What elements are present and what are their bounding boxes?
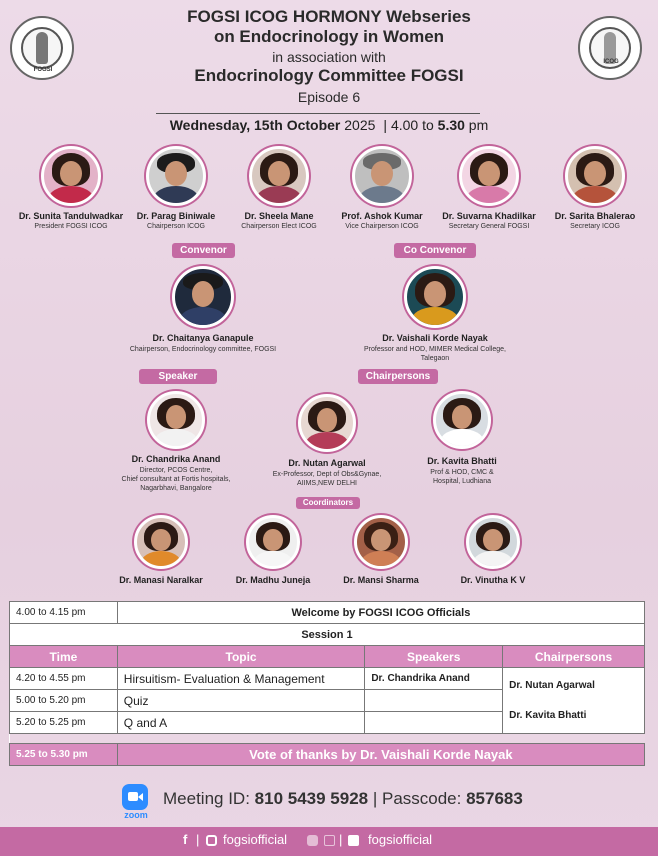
row-time: 4.20 to 4.55 pm [10, 668, 118, 690]
welcome-row [10, 602, 645, 624]
speaker-label: Speaker [139, 369, 217, 384]
row-speaker [365, 712, 503, 734]
row-topic: Q and A [117, 712, 365, 734]
official-role-1: President FOGSI ICOG [34, 223, 108, 230]
chair-role-2: Prof & HOD, CMC & Hospital, Ludhiana [430, 469, 494, 485]
episode-label: Episode 6 [297, 89, 361, 105]
co-convenor-label: Co Convenor [394, 243, 476, 258]
co-convenor-role: Professor and HOD, MIMER Medical College, Talegaon [364, 346, 506, 362]
welcome-time: 4.00 to 4.15 pm [10, 602, 118, 624]
header-time: Time [10, 646, 118, 668]
instagram-handle[interactable]: fogsiofficial [223, 832, 288, 847]
avatar-nutan [298, 394, 356, 452]
official-role-6: Secretary ICOG [570, 223, 620, 230]
session-row [10, 624, 645, 646]
vote-row [10, 744, 645, 766]
footer-separator-2: | [339, 832, 343, 847]
avatar-sunita [41, 146, 101, 206]
avatar-ashok [352, 146, 412, 206]
row-topic: Hirsuitism- Evaluation & Management [117, 668, 365, 690]
official-name-4: Prof. Ashok Kumar [341, 211, 423, 221]
instagram-icon [206, 835, 217, 846]
footer-separator: | [196, 832, 200, 847]
coordinator-name-1: Dr. Manasi Naralkar [119, 575, 203, 585]
header-divider [156, 113, 480, 114]
header-speakers: Speakers [365, 646, 503, 668]
table-row [10, 668, 645, 690]
event-date: Wednesday, 15th October 2025 | 4.00 to 5.30 pm [169, 117, 489, 133]
row-speaker [365, 690, 503, 712]
coordinator-name-2: Dr. Madhu Juneja [235, 575, 311, 585]
speaker-role: Director, PCOS Centre, Chief consultant at Fortis hospitals, Nagarbhavi, Bangalore [121, 467, 231, 492]
avatar-madhu [246, 515, 300, 569]
vote-time: 5.25 to 5.30 pm [10, 744, 118, 766]
coordinator-name-4: Dr. Vinutha K V [460, 575, 526, 585]
row-time: 5.00 to 5.20 pm [10, 690, 118, 712]
official-role-3: Chairperson Elect ICOG [241, 223, 317, 230]
fogsi-logo: FOGSI [10, 16, 74, 80]
chairpersons-label: Chairpersons [358, 369, 438, 384]
avatar-sheela [249, 146, 309, 206]
youtube-icon [307, 835, 318, 846]
title: FOGSI ICOG HORMONY Webseries on Endocrinology in Women [187, 7, 471, 46]
avatar-vinutha [466, 515, 520, 569]
schedule-table [9, 601, 645, 766]
welcome-text: Welcome by FOGSI ICOG Officials [117, 602, 644, 624]
coordinator-name-3: Dr. Mansi Sharma [343, 575, 419, 585]
subtitle-committee: Endocrinology Committee FOGSI [194, 66, 464, 85]
header-chairpersons: Chairpersons [503, 646, 645, 668]
row-speaker: Dr. Chandrika Anand [365, 668, 503, 690]
coordinators-label: Coordinators [296, 497, 360, 509]
convenor-label: Convenor [172, 243, 235, 258]
official-role-5: Secretary General FOGSI [448, 223, 530, 230]
vote-text: Vote of thanks by Dr. Vaishali Korde Nayak [117, 744, 644, 766]
avatar-parag [146, 146, 206, 206]
row-topic: Quiz [117, 690, 365, 712]
avatar-manasi [134, 515, 188, 569]
zoom-icon [122, 784, 148, 810]
speaker-name: Dr. Chandrika Anand [131, 454, 221, 464]
avatar-chandrika [147, 391, 205, 449]
table-header-row [10, 646, 645, 668]
chairpersons-cell: Dr. Nutan Agarwal Dr. Kavita Bhatti [503, 668, 645, 734]
official-name-2: Dr. Parag Biniwale [136, 211, 216, 221]
avatar-sarita [565, 146, 625, 206]
chair-role-1: Ex-Professor, Dept of Obs&Gynae, AIIMS,NEW DELHI [272, 471, 382, 487]
avatar-vaishali [404, 266, 466, 328]
official-role-4: Vice Chairperson ICOG [345, 223, 419, 230]
chair-name-1: Dr. Nutan Agarwal [288, 458, 366, 468]
zoom-label: zoom [124, 810, 148, 820]
linkedin-icon [348, 835, 359, 846]
footer-bar [0, 827, 658, 856]
avatar-kavita [433, 391, 491, 449]
subtitle-association: in association with [272, 49, 386, 65]
meeting-info: Meeting ID: 810 5439 5928 | Passcode: 857683 [163, 789, 523, 808]
convenor-role: Chairperson, Endocrinology committee, FOGSI [129, 346, 277, 353]
header-topic: Topic [117, 646, 365, 668]
twitter-icon [324, 835, 335, 846]
avatar-chaitanya [172, 266, 234, 328]
co-convenor-name: Dr. Vaishali Korde Nayak [382, 333, 488, 343]
official-name-5: Dr. Suvarna Khadilkar [442, 211, 536, 221]
icog-logo: ICOG [578, 16, 642, 80]
official-name-1: Dr. Sunita Tandulwadkar [18, 211, 124, 221]
chair-name-2: Dr. Kavita Bhatti [427, 456, 497, 466]
session-title: Session 1 [10, 624, 645, 646]
avatar-suvarna [459, 146, 519, 206]
official-name-6: Dr. Sarita Bhalerao [554, 211, 636, 221]
linkedin-handle[interactable]: fogsiofficial [368, 832, 433, 847]
official-name-3: Dr. Sheela Mane [244, 211, 314, 221]
avatar-mansi [354, 515, 408, 569]
facebook-icon: f [183, 832, 188, 847]
row-time: 5.20 to 5.25 pm [10, 712, 118, 734]
convenor-name: Dr. Chaitanya Ganapule [152, 333, 254, 343]
official-role-2: Chairperson ICOG [147, 223, 205, 230]
